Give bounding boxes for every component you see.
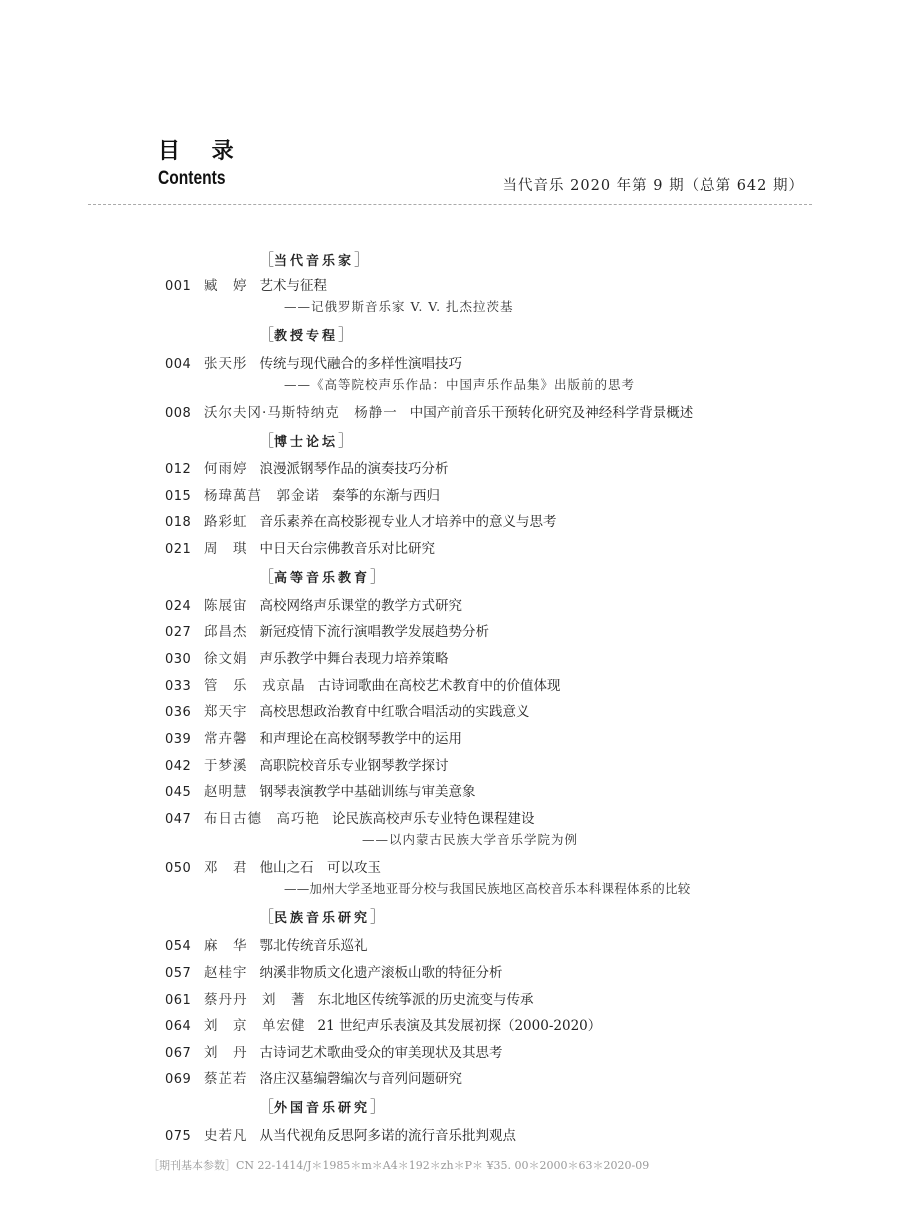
article-subtitle: ——以内蒙古民族大学音乐学院为例	[362, 832, 579, 847]
toc-entry[interactable]	[165, 401, 693, 421]
page-number: 047	[165, 812, 192, 827]
author: 何雨婷	[204, 461, 248, 477]
article-title: 新冠疫情下流行演唱教学发展趋势分析	[259, 624, 489, 640]
issue-info: 当代音乐 2020 年第 9 期（总第 642 期）	[502, 178, 804, 194]
toc-entry[interactable]	[165, 1041, 503, 1061]
page-number: 033	[165, 679, 192, 694]
page-number: 050	[165, 861, 192, 876]
page-number: 067	[165, 1046, 192, 1061]
toc-entry[interactable]	[165, 1067, 462, 1087]
toc-entry[interactable]	[165, 510, 557, 530]
author: 麻 华	[204, 938, 248, 954]
page-number: 027	[165, 625, 192, 640]
article-title: 古诗词歌曲在高校艺术教育中的价值体现	[317, 678, 561, 694]
page-title-en: Contents	[158, 168, 226, 189]
toc-entry[interactable]	[165, 754, 449, 774]
author: 刘 京 单宏健	[204, 1018, 306, 1034]
article-title: 鄂北传统音乐巡礼	[259, 938, 368, 954]
author: 邱昌杰	[204, 624, 248, 640]
article-title: 高职院校音乐专业钢琴教学探讨	[259, 758, 449, 774]
page-number: 075	[165, 1129, 192, 1144]
toc-entry[interactable]	[165, 807, 535, 827]
author: 陈展宙	[204, 598, 248, 614]
toc-entry[interactable]	[165, 484, 440, 504]
author: 布日古德 高巧艳	[204, 811, 320, 827]
author: 郑天宇	[204, 704, 248, 720]
article-title: 艺术与征程	[259, 278, 327, 294]
author: 管 乐 戎京晶	[204, 678, 306, 694]
article-title: 高校网络声乐课堂的教学方式研究	[259, 598, 462, 614]
page-number: 045	[165, 785, 192, 800]
toc-entry[interactable]	[165, 700, 530, 720]
article-title: 传统与现代融合的多样性演唱技巧	[259, 356, 462, 372]
author: 张天彤	[204, 356, 248, 372]
author: 臧 婷	[204, 278, 248, 294]
article-title: 纳溪非物质文化遗产滚板山歌的特征分析	[259, 965, 503, 981]
article-title: 钢琴表演教学中基础训练与审美意象	[259, 784, 476, 800]
toc-entry[interactable]	[165, 856, 381, 876]
page-number: 054	[165, 939, 192, 954]
author: 常卉馨	[204, 731, 248, 747]
author: 周 琪	[204, 541, 248, 557]
page-number: 021	[165, 542, 192, 557]
article-subtitle: ——《高等院校声乐作品：中国声乐作品集》出版前的思考	[284, 377, 636, 392]
article-title: 中国产前音乐干预转化研究及神经科学背景概述	[409, 405, 694, 421]
section-header: ［博士论坛］	[258, 431, 355, 450]
section-header: ［当代音乐家］	[258, 250, 371, 269]
author: 刘 丹	[204, 1045, 248, 1061]
article-title: 东北地区传统筝派的历史流变与传承	[317, 992, 534, 1008]
section-header: ［高等音乐教育］	[258, 567, 387, 586]
toc-entry[interactable]	[165, 961, 503, 981]
page-number: 042	[165, 759, 192, 774]
page-number: 015	[165, 489, 192, 504]
page-number: 064	[165, 1019, 192, 1034]
toc-entry[interactable]	[165, 274, 327, 294]
divider	[88, 204, 812, 205]
author: 蔡丹丹 刘 蓍	[204, 992, 306, 1008]
article-subtitle: ——加州大学圣地亚哥分校与我国民族地区高校音乐本科课程体系的比较	[284, 881, 691, 896]
article-subtitle: ——记俄罗斯音乐家 V. V. 扎杰拉茨基	[284, 299, 514, 314]
author: 邓 君	[204, 860, 248, 876]
article-title: 洛庄汉墓编磬编次与音列问题研究	[259, 1071, 462, 1087]
page-number: 012	[165, 462, 192, 477]
toc-entry[interactable]	[165, 647, 449, 667]
section-header: ［教授专程］	[258, 325, 355, 344]
toc-entry[interactable]	[165, 1124, 516, 1144]
article-title: 音乐素养在高校影视专业人才培养中的意义与思考	[259, 514, 557, 530]
author: 赵明慧	[204, 784, 248, 800]
page-number: 061	[165, 993, 192, 1008]
page-number: 018	[165, 515, 192, 530]
toc-entry[interactable]	[165, 620, 489, 640]
toc-entry[interactable]	[165, 1014, 601, 1034]
toc-entry[interactable]	[165, 988, 534, 1008]
article-title: 中日天台宗佛教音乐对比研究	[259, 541, 435, 557]
toc-entry[interactable]	[165, 352, 462, 372]
author: 徐文娟	[204, 651, 248, 667]
article-title: 21 世纪声乐表演及其发展初探（2000-2020）	[317, 1018, 602, 1034]
page-number: 030	[165, 652, 192, 667]
page-number: 004	[165, 357, 192, 372]
journal-parameters: ［期刊基本参数］CN 22-1414/J＊1985＊m＊A4＊192＊zh＊P＊ ¥35. 00＊2000＊63＊2020-09	[148, 1159, 650, 1172]
article-title: 他山之石 可以攻玉	[259, 860, 381, 876]
toc-entry[interactable]	[165, 537, 435, 557]
article-title: 声乐教学中舞台表现力培养策略	[259, 651, 449, 667]
article-title: 秦筝的东渐与西归	[332, 488, 440, 504]
page-number: 008	[165, 406, 192, 421]
toc-entry[interactable]	[165, 674, 561, 694]
toc-entry[interactable]	[165, 727, 462, 747]
article-title: 古诗词艺术歌曲受众的审美现状及其思考	[259, 1045, 503, 1061]
author: 赵桂宇	[204, 965, 248, 981]
author: 路彩虹	[204, 514, 248, 530]
toc-entry[interactable]	[165, 457, 449, 477]
article-title: 浪漫派钢琴作品的演奏技巧分析	[259, 461, 449, 477]
page-number: 069	[165, 1072, 192, 1087]
page-number: 039	[165, 732, 192, 747]
article-title: 高校思想政治教育中红歌合唱活动的实践意义	[259, 704, 530, 720]
section-header: ［外国音乐研究］	[258, 1097, 387, 1116]
page-title: 目 录	[158, 138, 246, 164]
author: 蔡芷若	[204, 1071, 248, 1087]
author: 史若凡	[204, 1128, 248, 1144]
article-title: 论民族高校声乐专业特色课程建设	[332, 811, 535, 827]
page-number: 036	[165, 705, 192, 720]
toc-entry[interactable]	[165, 594, 462, 614]
page-number: 001	[165, 279, 192, 294]
toc-entry[interactable]	[165, 934, 368, 954]
article-title: 和声理论在高校钢琴教学中的运用	[259, 731, 462, 747]
page-number: 024	[165, 599, 192, 614]
author: 于梦溪	[204, 758, 248, 774]
author: 杨瑋萬莒 郭金诺	[204, 488, 320, 504]
section-header: ［民族音乐研究］	[258, 907, 387, 926]
toc-entry[interactable]	[165, 780, 476, 800]
author: 沃尔夫冈·马斯特纳克 杨静一	[204, 405, 398, 421]
article-title: 从当代视角反思阿多诺的流行音乐批判观点	[259, 1128, 516, 1144]
page-number: 057	[165, 966, 192, 981]
